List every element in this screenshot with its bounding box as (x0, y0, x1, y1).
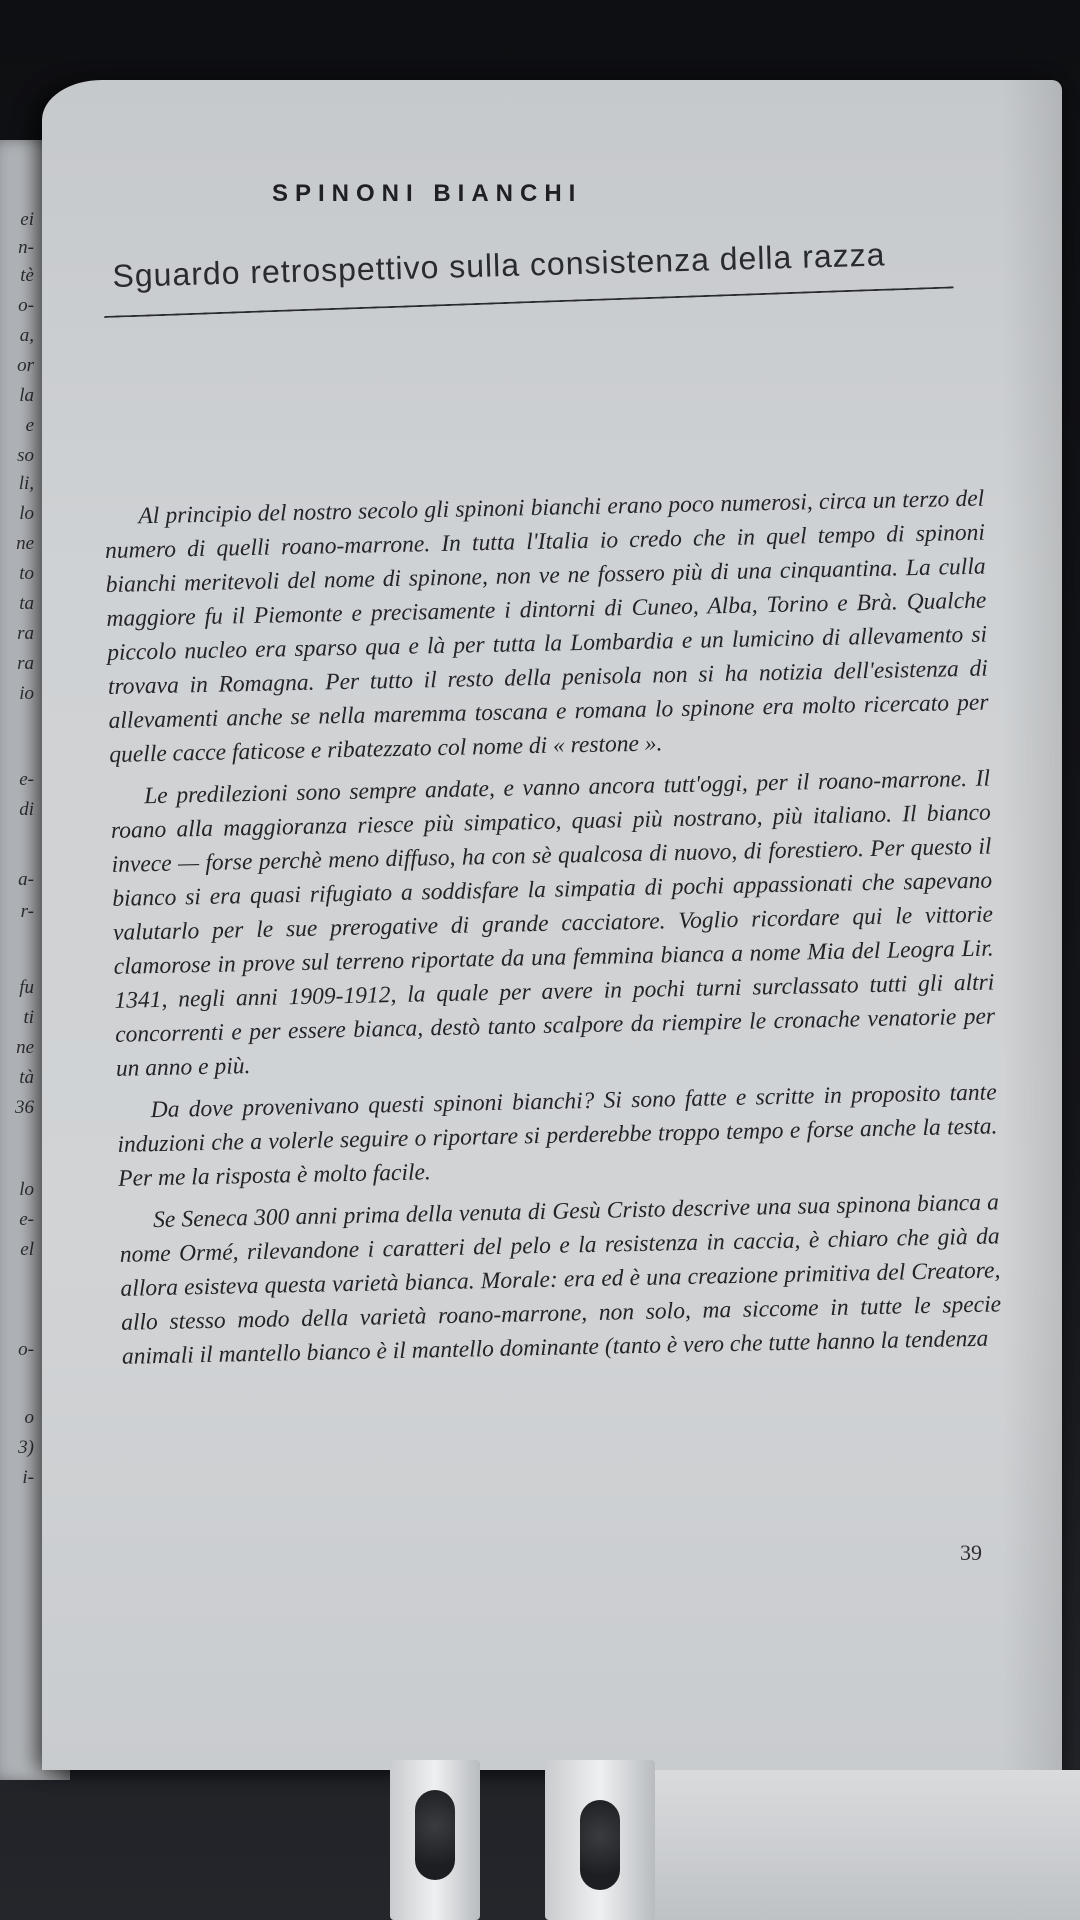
left-page-fragment: ne (16, 1037, 34, 1058)
left-page-fragment: tà (19, 1067, 34, 1088)
left-page-fragment: or (17, 355, 34, 376)
left-page-fragment: el (20, 1239, 34, 1260)
left-page-fragment: n- (18, 237, 34, 258)
left-page-fragment: ra (17, 623, 34, 644)
paragraph: Al principio del nostro secolo gli spinoni bianchi erano poco numerosi, circa un terzo del numero di quelli roano-marrone. In tutta l'Italia io credo che in quel tempo di spinoni bianchi meritevoli del nome di spinone, non ve ne fossero più di una cinquantina. La culla maggiore fu il Piemonte e precisamente i dintorni di Cuneo, Alba, Torino e Brà. Qualche piccolo nucleo era sparso qua e là per tutta la Lombardia e un lumicino di allevamento si trovava in Romagna. Per tutto il resto della penisola non si ha notizia dell'esistenza di allevamenti anche se nella maremma toscana e romana lo spinone era molto ricercato per quelle cacce faticose e ribatezzato col nome di « restone ». (104, 485, 989, 768)
binder-clip (545, 1760, 655, 1920)
paragraph: Se Seneca 300 anni prima della venuta di Gesù Cristo descrive una sua spinona bianca a nome Ormé, rilevandone i caratteri del pelo e la resistenza in caccia, è chiaro che già da allora esisteva questa varietà bianca. Morale: era ed è una creazione primitiva del Creatore, allo stesso modo della varietà roano-marrone, non solo, ma siccome in tutte le specie animali il mantello bianco è il mantello dominante (tanto è vero che tutte hanno la tendenza (119, 1189, 1002, 1370)
left-page-fragment: a- (18, 869, 34, 890)
left-page-fragment: ra (17, 653, 34, 674)
left-page-fragment: i- (22, 1467, 34, 1488)
left-page-fragment: ta (19, 593, 34, 614)
left-page-fragment: lo (19, 503, 34, 524)
left-page-fragment: o- (18, 295, 34, 316)
left-page-fragment: e- (19, 1209, 34, 1230)
left-page-fragment: o- (18, 1339, 34, 1360)
left-page-fragment: io (19, 683, 34, 704)
left-page-fragment: a, (19, 325, 34, 346)
paragraph: Le predilezioni sono sempre andate, e vanno ancora tutt'oggi, per il roano-marrone. Il roano alla maggioranza riesce più simpatico, quasi più nostrano, più italiano. Il bianco invece — forse perchè meno diffuso, ha con sè qualcosa di nuovo, di forestiero. Per questo il bianco si era quasi rifugiato a soddisfare la simpatia di pochi appassionati che sapevano valutarlo per le sue prerogative di grande cacciatore. Voglio ricordare qui le vittorie clamorose in prove sul terreno riportate da una femmina bianca a nome Mia del Leogra Lir. 1341, negli anni 1909-1912, la quale per avere in pochi turni surclassato tutti gli altri concorrenti e per essere bianca, destò tanto scalpore da riempire le cronache venatorie per un anno e più. (110, 765, 996, 1082)
binder-clip (390, 1760, 480, 1920)
left-page-fragment: ei (20, 209, 34, 230)
left-page-fragment: o (24, 1407, 34, 1428)
left-page-fragment: so (17, 445, 34, 466)
left-page-fragment: li, (18, 473, 34, 494)
left-page-fragment: fu (19, 977, 34, 998)
running-title: SPINONI BIANCHI (272, 180, 583, 207)
left-page-fragment: lo (19, 1179, 34, 1200)
left-page-fragment: tè (20, 265, 34, 286)
left-page-fragment: di (19, 799, 34, 820)
left-page-fragment: 3) (18, 1437, 34, 1458)
article-subtitle: Sguardo retrospettivo sulla consistenza della razza (112, 236, 886, 294)
clip-hole (415, 1790, 455, 1880)
left-page-fragment: 36 (15, 1097, 34, 1118)
paragraph: Da dove provenivano questi spinoni bianchi? Si sono fatte e scritte in proposito tante induzioni che a volerle seguire o riportare si perderebbe troppo tempo e forse anche la testa. Per me la risposta è molto facile. (117, 1079, 998, 1192)
left-page-fragment: to (19, 563, 34, 584)
left-page-fragment: e- (19, 769, 34, 790)
left-page-fragment: ne (16, 533, 34, 554)
book-page (42, 80, 1062, 1770)
clip-hole (580, 1800, 620, 1890)
desk-surface (620, 1770, 1080, 1920)
left-page-fragment: e (25, 415, 34, 436)
left-page-fragment: ti (23, 1007, 34, 1028)
page-number: 39 (960, 1540, 982, 1565)
left-page-fragment: r- (20, 901, 34, 922)
left-page-fragment: la (19, 385, 34, 406)
article-body (104, 482, 1002, 1382)
